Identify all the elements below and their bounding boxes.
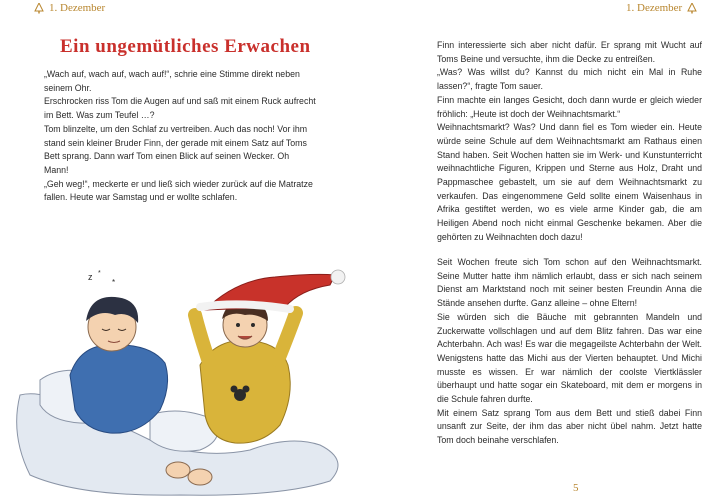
paragraph: „Geh weg!“, meckerte er und ließ sich wieder zurück auf die Matratze fallen. Heute war Samstag und er wollte schlafen. [44, 178, 313, 203]
right-chapter-label: 1. Dezember [626, 2, 683, 14]
paragraph: „Was? Was willst du? Kannst du mich nicht ein Mal in Ruhe lassen?“, fragte Tom sauer. [437, 67, 702, 92]
paragraph: Mit einem Satz sprang Tom aus dem Bett und stieß dabei Finn unsanft zur Seite, der ihm das aber nicht übel nahm. Jetzt hatte Tom doch beinahe verschlafen. [437, 407, 702, 446]
page-number: 5 [573, 482, 579, 494]
svg-text:z: z [88, 272, 93, 282]
paragraph-gap [437, 245, 702, 257]
paragraph: Seit Wochen freute sich Tom schon auf den Weihnachtsmarkt. Seine Mutter hatte ihm nämlich erlaubt, dass er sich nach seinem Dienst am Marktstand noch mit seiner besten Freundin Anna die Stände ansehen durfte. Ganz alleine – ohne Eltern! [437, 257, 702, 309]
paragraph: „Wach auf, wach auf, wach auf!“, schrie eine Stimme direkt neben seinem Ohr. [44, 69, 300, 93]
svg-text:*: * [112, 278, 116, 287]
christmas-tree-icon [687, 3, 697, 14]
left-text-column [44, 68, 316, 205]
christmas-tree-icon [34, 3, 44, 14]
boys-in-bed-illustration-icon [0, 245, 380, 497]
right-text-column [437, 39, 702, 448]
paragraph: Sie würden sich die Bäuche mit gebrannten Mandeln und Zuckerwatte vollschlagen und auf dem Blitz fahren. Das war eine Achterbahn. Ach was! Es war die megageilste Achterbahn der Welt. Wenigstens hatte das Michi aus der Vierten behauptet. Und Michi musste es wissen. Er war nämlich der coolste Viertklässler überhaupt und hatte sogar ein Skateboard, mit dem er morgens in die Schule fahren durfte. [437, 311, 702, 405]
right-running-header [626, 2, 697, 14]
left-chapter-label: 1. Dezember [49, 2, 106, 14]
paragraph: Erschrocken riss Tom die Augen auf und saß mit einem Ruck aufrecht im Bett. Was zum Teufel …? [44, 96, 316, 121]
paragraph: Finn interessierte sich aber nicht dafür. Er sprang mit Wucht auf Toms Beine und versuchte, ihm die Decke zu entreißen. [437, 40, 702, 64]
chapter-title: Ein ungemütliches Erwachen [60, 36, 311, 57]
left-running-header [34, 2, 105, 14]
paragraph: Tom blinzelte, um den Schlaf zu vertreiben. Auch das noch! Vor ihm stand sein kleiner Bruder Finn, der gerade mit einem Satz auf Toms Bett sprang. Dann warf Tom einen Blick auf seinen Wecker. Oh Mann! [44, 123, 308, 175]
paragraph: Weihnachtsmarkt? Was? Und dann fiel es Tom wieder ein. Heute würde seine Schule auf dem Weihnachtsmarkt am Rathaus einen Stand haben. Seit Wochen hatten sie im Werk- und Kunstunterricht weihnachtliche Figuren, Krippen und Sterne aus Holz, Draht und Pappmaschee gebastelt, um sie auf dem Weihnachtsmarkt zu verkaufen. Das eingenommene Geld sollte einem Waisenhaus in Afrika gestiftet werden, wo es viele arme Kinder gab, die am Heiligen Abend noch nicht einmal Geschenke bekamen. Aber die gehörten zu Weihnachten doch dazu! [437, 122, 702, 242]
svg-text:*: * [98, 270, 101, 277]
paragraph: Finn machte ein langes Gesicht, doch dann wurde er gleich wieder fröhlich: „Heute ist doch der Weihnachtsmarkt.“ [437, 94, 702, 119]
